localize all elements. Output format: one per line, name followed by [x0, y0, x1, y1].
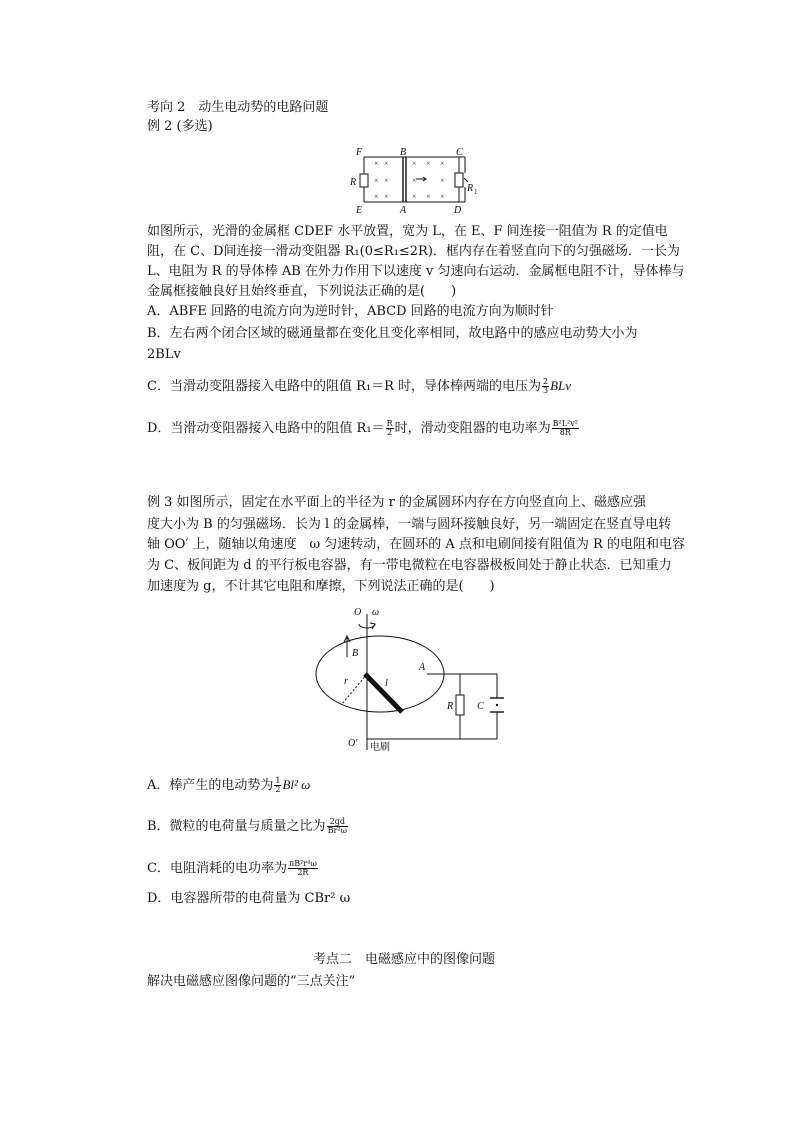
- q2-option-d: [147, 420, 580, 438]
- q2-line-2: 阻，在 C、D间连接一滑动变阻器 R₁(0≤R₁≤2R)．框内存在着竖直向下的匀强磁场．一长为: [147, 244, 680, 259]
- q2-line-1: 如图所示，光滑的金属框 CDEF 水平放置，宽为 L，在 E、F 间连接一阻值为 R 的定值电: [147, 224, 668, 239]
- fraction-denominator: 2: [387, 428, 393, 437]
- fraction-power: [288, 860, 318, 877]
- label-R1: R: [467, 183, 474, 194]
- fraction-denominator: Br²ω: [327, 826, 347, 835]
- q3-option-a-expr: Bl² ω: [282, 777, 311, 792]
- q2-option-b-line1: B．左右两个闭合区域的磁通量都在变化且变化率相同，故电路中的感应电动势大小为: [147, 326, 638, 341]
- svg-text:×: ×: [374, 159, 379, 168]
- svg-text:×: ×: [384, 192, 389, 201]
- q2-option-d-text: D．当滑动变阻器接入电路中的阻值 R₁＝: [147, 421, 385, 436]
- fraction-numerator: R: [386, 419, 393, 428]
- fraction-numerator: πB²r⁴ω: [288, 859, 317, 868]
- label-E: E: [356, 205, 363, 216]
- figure-rotating-rod: [312, 602, 508, 754]
- fraction-denominator: 2R: [297, 868, 309, 877]
- svg-text:×: ×: [440, 192, 445, 201]
- q3-option-a-text: A．棒产生的电动势为: [147, 778, 274, 793]
- q2-option-c: [147, 377, 571, 396]
- fraction-r-half: [386, 420, 394, 437]
- svg-text:×: ×: [412, 176, 417, 185]
- label-omega: ω: [372, 607, 380, 618]
- fraction-power: [552, 420, 579, 437]
- q2-line-3: L、电阻为 R 的导体棒 AB 在外力作用下以速度 v 匀速向右运动．金属框电阻不计，导体棒与: [147, 264, 685, 279]
- fraction-denominator: 8R: [559, 428, 571, 437]
- label-A: A: [419, 662, 426, 673]
- section-heading: 考向 2 动生电动势的电路问题: [147, 100, 329, 115]
- label-C: C: [477, 701, 484, 712]
- label-B: B: [400, 147, 407, 158]
- q3-option-d: D．电容器所带的电荷量为 CBr² ω: [147, 891, 351, 906]
- svg-text:×: ×: [412, 159, 417, 168]
- label-brush: 电刷: [370, 742, 390, 753]
- q2-option-a: A．ABFE 回路的电流方向为逆时针，ABCD 回路的电流方向为顺时针: [147, 304, 554, 319]
- label-F: F: [356, 147, 363, 158]
- fraction-denominator: 2: [275, 785, 281, 794]
- svg-text:×: ×: [374, 192, 379, 201]
- fraction-numerator: 2: [543, 377, 549, 386]
- fraction-numerator: 2gd: [327, 818, 348, 827]
- q3-option-b-text: B．微粒的电荷量与质量之比为: [147, 819, 326, 834]
- svg-text:×: ×: [384, 159, 389, 168]
- label-O-prime: O′: [348, 738, 358, 749]
- q2-line-4: 金属框接触良好且始终垂直，下列说法正确的是( ): [147, 284, 457, 299]
- label-l: l: [385, 678, 388, 689]
- fraction-denominator: 3: [543, 386, 549, 395]
- label-O: O: [354, 607, 362, 618]
- q2-option-d-mid: 时，滑动变阻器的电功率为: [394, 421, 551, 436]
- label-r: r: [344, 676, 348, 687]
- q2-option-b-line2: 2BLv: [147, 347, 181, 362]
- svg-text:×: ×: [384, 176, 389, 185]
- label-C: C: [456, 147, 463, 158]
- fraction-two-thirds: [542, 378, 549, 395]
- section-intro: 解决电磁感应图像问题的“三点关注”: [147, 974, 356, 989]
- svg-text:×: ×: [440, 176, 445, 185]
- figure-metal-frame: [340, 144, 480, 216]
- label-R: R: [447, 701, 454, 712]
- example-label: 例 2 (多选): [147, 119, 213, 134]
- label-B: B: [352, 648, 359, 659]
- svg-text:×: ×: [426, 192, 431, 201]
- q3-line-4: 为 C、板间距为 d 的平行板电容器，有一带电微粒在电容器极板间处于静止状态．已知重力: [147, 558, 672, 573]
- q3-option-a: [147, 776, 310, 795]
- svg-text:×: ×: [426, 159, 431, 168]
- label-R: R: [350, 177, 357, 188]
- q2-option-c-text: C．当滑动变阻器接入电路中的阻值 R₁＝R 时，导体棒两端的电压为: [147, 379, 541, 394]
- section-heading-2: 考点二 电磁感应中的图像问题: [313, 952, 496, 967]
- q3-option-c: [147, 860, 319, 878]
- fraction-one-half: [274, 777, 281, 794]
- fraction-numerator: 1: [275, 776, 281, 785]
- svg-text:×: ×: [412, 192, 417, 201]
- q3-line-3: 轴 OO′ 上，随轴以角速度 ω 匀速转动，在圆环的 A 点和电刷间接有阻值为 R 的电阻和电容: [147, 537, 685, 552]
- svg-text:×: ×: [440, 159, 445, 168]
- q3-line-2: 度大小为 B 的匀强磁场．长为 l 的金属棒，一端与圆环接触良好，另一端固定在竖直导电转: [147, 517, 672, 532]
- label-A: A: [400, 205, 407, 216]
- svg-text:×: ×: [374, 176, 379, 185]
- label-R1-sub: 1: [474, 188, 478, 196]
- fraction-charge-mass: [327, 818, 348, 835]
- q3-option-c-text: C．电阻消耗的电功率为: [147, 861, 287, 876]
- q3-line-1: 例 3 如图所示，固定在水平面上的半径为 r 的金属圆环内存在方向竖直向上、磁感应强: [147, 495, 647, 510]
- q2-option-c-expr: BLv: [550, 378, 572, 393]
- fraction-numerator: B²L²v²: [552, 419, 578, 428]
- q3-option-b: [147, 818, 349, 836]
- label-D: D: [454, 205, 462, 216]
- q3-line-5: 加速度为 g，不计其它电阻和摩擦，下列说法正确的是( ): [147, 579, 495, 594]
